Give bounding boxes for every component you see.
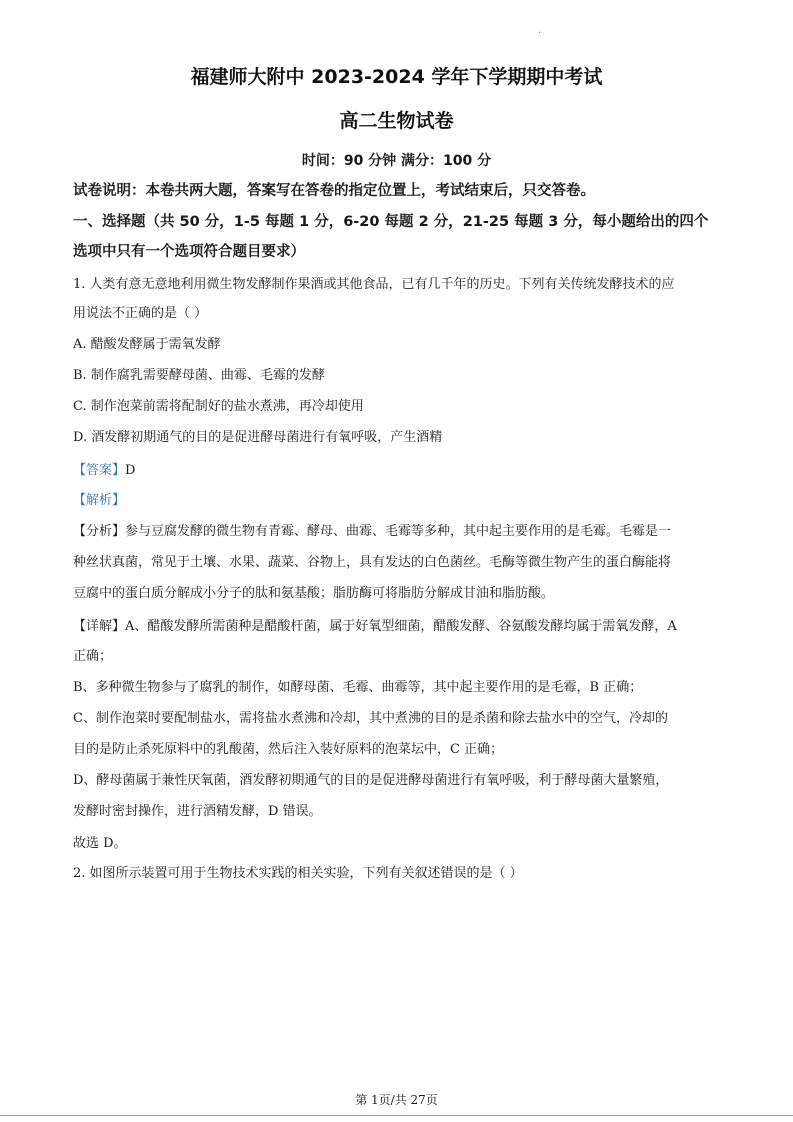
answer-value: D [125, 463, 136, 478]
q1-stem-line-1: 1. 人类有意无意地利用微生物发酵制作果酒或其他食品，已有几千年的历史。下列有关传统发酵技术的应 [73, 277, 675, 292]
exam-title: 福建师大附中 2023-2024 学年下学期期中考试 [190, 66, 603, 88]
detail-line-3: B、多种微生物参与了腐乳的制作，如酵母菌、毛霉、曲霉等，其中起主要作用的是毛霉，B 正确； [73, 680, 643, 695]
q1-option-c: C. 制作泡菜前需将配制好的盐水煮沸，再冷却使用 [73, 399, 364, 414]
detail-line-6: D、酵母菌属于兼性厌氧菌，酒发酵初期通气的目的是促进酵母菌进行有氧呼吸，利于酵母菌大量繁殖， [73, 773, 669, 788]
q1-option-b: B. 制作腐乳需要酵母菌、曲霉、毛霉的发酵 [73, 368, 325, 383]
page-footer: 第 1页/共 27页 [355, 1093, 438, 1107]
exam-meta: 时间：90 分钟 满分：100 分 [301, 153, 492, 169]
fenxi-line-1: 【分析】参与豆腐发酵的微生物有青霉、酵母、曲霉、毛霉等多种，其中起主要作用的是毛霉。毛霉是一 [73, 524, 672, 539]
q2-stem: 2. 如图所示装置可用于生物技术实践的相关实验，下列有关叙述错误的是（ ） [73, 866, 523, 881]
exam-subtitle: 高二生物试卷 [339, 110, 454, 132]
detail-line-8: 故选 D。 [73, 836, 127, 851]
detail-line-7: 发酵时密封操作，进行酒精发酵，D 错误。 [73, 804, 322, 819]
analysis-tag: 【解析】 [73, 493, 126, 508]
scan-dot: · [538, 28, 542, 39]
q1-option-a: A. 醋酸发酵属于需氧发酵 [73, 337, 221, 352]
detail-line-4: C、制作泡菜时要配制盐水，需将盐水煮沸和冷却，其中煮沸的目的是杀菌和除去盐水中的空气，冷却的 [73, 711, 668, 726]
section-heading-line-1: 一、选择题（共 50 分，1-5 每题 1 分，6-20 每题 2 分，21-25 每题 3 分，每小题给出的四个 [73, 214, 709, 230]
detail-line-5: 目的是防止杀死原料中的乳酸菌，然后注入装好原料的泡菜坛中，C 正确； [73, 742, 504, 757]
fenxi-line-3: 豆腐中的蛋白质分解成小分子的肽和氨基酸；脂肪酶可将脂肪分解成甘油和脂肪酸。 [73, 586, 555, 601]
section-heading-line-2: 选项中只有一个选项符合题目要求） [73, 244, 305, 260]
instructions: 试卷说明：本卷共两大题，答案写在答卷的指定位置上，考试结束后，只交答卷。 [73, 183, 595, 199]
q1-option-d: D. 酒发酵初期通气的目的是促进酵母菌进行有氧呼吸，产生酒精 [73, 430, 443, 445]
detail-line-2: 正确； [73, 649, 113, 664]
answer-tag: 【答案】 [73, 463, 126, 478]
footer-rule [0, 1115, 793, 1116]
q1-answer [73, 461, 723, 481]
detail-line-1: 【详解】A、醋酸发酵所需菌种是醋酸杆菌，属于好氧型细菌，醋酸发酵、谷氨酸发酵均属于需氧发酵，A [73, 619, 677, 634]
q1-stem-line-2: 用说法不正确的是（ ） [73, 306, 208, 321]
fenxi-line-2: 种丝状真菌，常见于土壤、水果、蔬菜、谷物上，具有发达的白色菌丝。毛酶等微生物产生的蛋白酶能将 [73, 555, 672, 570]
